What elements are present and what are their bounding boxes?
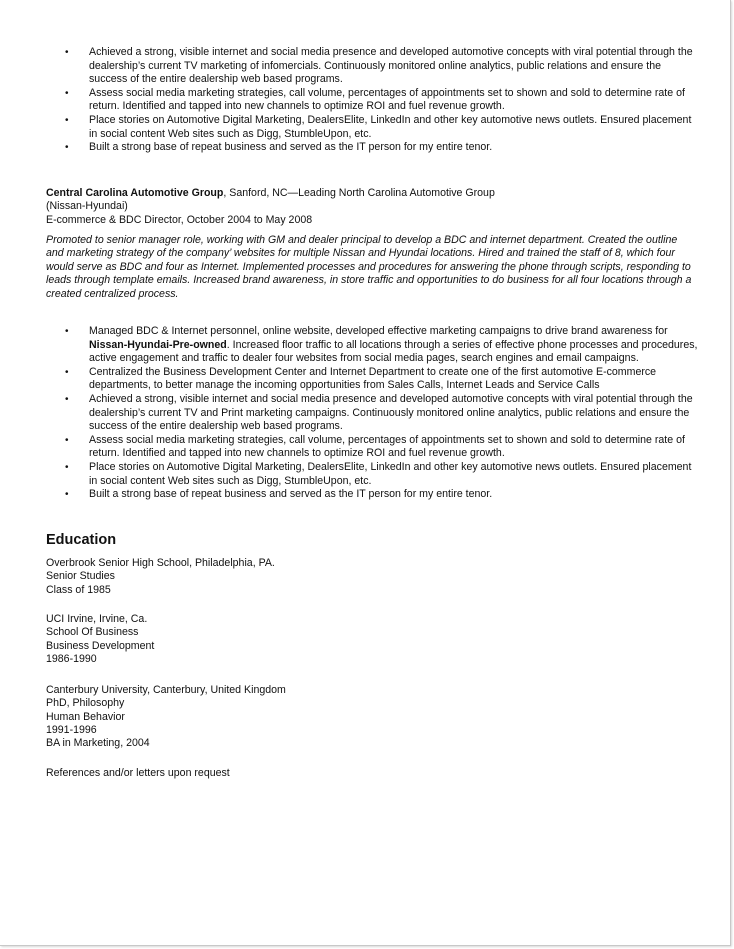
list-item: • Assess social media marketing strategies, call volume, percentages of appointments set to shown and sold to determine rate of return. Identified and tapped into new channels to optimize ROI and fuel revenue growth. — [60, 87, 700, 114]
job-bullet-list — [60, 325, 700, 502]
job-company-line — [46, 187, 696, 200]
job-title-dates: E-commerce & BDC Director, October 2004 to May 2008 — [46, 213, 313, 226]
company-location: , Sanford, NC—Leading North Carolina Automotive Group — [223, 187, 495, 199]
company-name: Central Carolina Automotive Group — [46, 187, 224, 199]
education-heading: Education — [46, 532, 117, 548]
list-item: • Centralized the Business Development Center and Internet Department to create one of the first automotive E-commerce departments, to better manage the incoming opportunities from Sales Calls, Internet Leads and Service Calls — [60, 366, 700, 393]
education-entry: Overbrook Senior High School, Philadelphia, PA. Senior Studies Class of 1985 — [46, 557, 275, 596]
list-item: • Managed BDC & Internet personnel, online website, developed effective marketing campaigns to drive brand awareness for Nissan-Hyundai-Pre-owned. Increased floor traffic to all locations through a series of effective phone processes and procedures, active engagement and traffic to dealer four websites from social media pages, search engines and email campaigns. — [60, 325, 700, 366]
references-note: References and/or letters upon request — [46, 767, 230, 779]
list-item: • Achieved a strong, visible internet and social media presence and developed automotive concepts with viral potential through the dealership’s current TV marketing of infomercials. Continuously monitored online analytics, public relations and ensure the success of the entire dealership web based programs. — [60, 46, 700, 87]
brand-highlight: Nissan-Hyundai-Pre-owned — [89, 338, 227, 351]
job-summary: Promoted to senior manager role, working with GM and dealer principal to develop a BDC and internet department. Created the outline and marketing strategy of the company’ websites for multiple Nissan and Hyundai locations. Hired and trained the staff of 8, which four would serve as BDC and four as Internet. Implemented processes and procedures for answering the phone through scripts, responding to leads through template emails. Increased brand awareness, in store traffic and opportunities to do business for all four locations through a created centralized process. — [46, 234, 692, 300]
list-item: • Place stories on Automotive Digital Marketing, DealersElite, LinkedIn and other key automotive news outlets. Ensured placement in social content Web sites such as Digg, StumbleUpon, etc. — [60, 461, 700, 488]
list-item: • Assess social media marketing strategies, call volume, percentages of appointments set to shown and sold to determine rate of return. Identified and tapped into new channels to optimize ROI and fuel revenue growth. — [60, 434, 700, 461]
company-brands: (Nissan-Hyundai) — [46, 200, 128, 213]
previous-job-bullet-list — [60, 46, 700, 155]
list-item: • Place stories on Automotive Digital Marketing, DealersElite, LinkedIn and other key automotive news outlets. Ensured placement in social content Web sites such as Digg, StumbleUpon, etc. — [60, 114, 700, 141]
job-header — [46, 187, 696, 227]
list-item: • Built a strong base of repeat business and served as the IT person for my entire tenor. — [60, 141, 700, 155]
education-entry: UCI Irvine, Irvine, Ca. School Of Business Business Development 1986-1990 — [46, 613, 155, 665]
list-item: • Achieved a strong, visible internet and social media presence and developed automotive concepts with viral potential through the dealership’s current TV and Print marketing campaigns. Continuously monitored online analytics, public relations and ensure the success of the entire dealership web based programs. — [60, 393, 700, 434]
list-item: • Built a strong base of repeat business and served as the IT person for my entire tenor. — [60, 488, 700, 502]
education-entry: Canterbury University, Canterbury, United Kingdom PhD, Philosophy Human Behavior 1991-1996 BA in Marketing, 2004 — [46, 684, 286, 750]
